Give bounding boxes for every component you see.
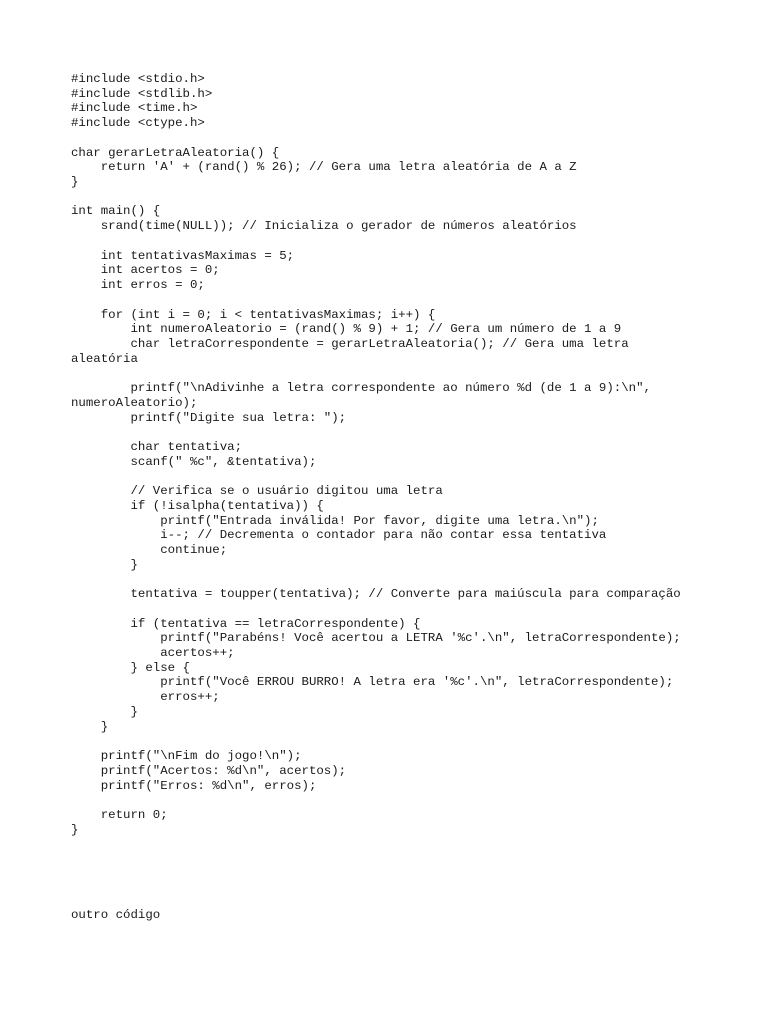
code-line: numeroAleatorio);: [71, 395, 198, 410]
code-line: return 'A' + (rand() % 26); // Gera uma letra aleatória de A a Z: [71, 160, 577, 175]
code-line: [71, 734, 681, 749]
code-line: [71, 602, 681, 617]
code-line: [71, 190, 681, 205]
code-line: int erros = 0;: [71, 278, 205, 293]
code-line: char letraCorrespondente = gerarLetraAleatoria(); // Gera uma letra: [71, 336, 629, 351]
code-line: continue;: [71, 543, 228, 557]
code-line: }: [71, 557, 138, 572]
code-line: printf("Você ERROU BURRO! A letra era '%c'.\n", letraCorrespondente);: [71, 675, 674, 690]
code-line: // Verifica se o usuário digitou uma letra: [71, 484, 443, 499]
code-line: #include <stdio.h>: [71, 72, 205, 86]
code-line: for (int i = 0; i < tentativasMaximas; i++) {: [71, 307, 436, 322]
code-line: [71, 131, 681, 146]
code-line: int acertos = 0;: [71, 263, 220, 278]
code-line: int tentativasMaximas = 5;: [71, 248, 295, 263]
code-line: }: [71, 704, 138, 719]
code-line: [71, 366, 681, 381]
code-line: } else {: [71, 660, 190, 675]
code-line: acertos++;: [71, 646, 235, 661]
code-line: int numeroAleatorio = (rand() % 9) + 1; // Gera um número de 1 a 9: [71, 322, 622, 337]
code-line: #include <ctype.h>: [71, 116, 205, 131]
code-line: [71, 572, 681, 587]
code-line: [71, 293, 681, 308]
code-line: char tentativa;: [71, 439, 243, 454]
code-line: scanf(" %c", &tentativa);: [71, 454, 317, 469]
code-line: printf("Erros: %d\n", erros);: [71, 778, 317, 793]
code-line: printf("\nFim do jogo!\n");: [71, 749, 302, 764]
code-line: [71, 234, 681, 249]
code-line: #include <stdlib.h>: [71, 86, 213, 101]
code-line: printf("Parabéns! Você acertou a LETRA '%c'.\n", letraCorrespondente);: [71, 631, 681, 646]
code-line: if (!isalpha(tentativa)) {: [71, 498, 324, 513]
code-line: printf("Digite sua letra: ");: [71, 410, 347, 425]
code-line: }: [71, 719, 109, 734]
code-line: int main() {: [71, 204, 161, 219]
code-line: tentativa = toupper(tentativa); // Converte para maiúscula para comparação: [71, 587, 681, 602]
code-line: printf("Acertos: %d\n", acertos);: [71, 763, 347, 778]
code-line: #include <time.h>: [71, 101, 198, 116]
footer-text: outro código: [71, 908, 161, 922]
code-line: printf("\nAdivinhe a letra correspondente ao número %d (de 1 a 9):\n",: [71, 381, 651, 396]
code-line: }: [71, 822, 79, 837]
code-line: srand(time(NULL)); // Inicializa o gerador de números aleatórios: [71, 219, 577, 234]
code-line: aleatória: [71, 351, 138, 366]
code-line: if (tentativa == letraCorrespondente) {: [71, 616, 421, 631]
code-line: [71, 793, 681, 808]
code-line: erros++;: [71, 690, 220, 705]
code-line: }: [71, 175, 79, 190]
code-line: [71, 469, 681, 484]
code-line: i--; // Decrementa o contador para não contar essa tentativa: [71, 528, 607, 543]
code-line: [71, 425, 681, 440]
code-line: return 0;: [71, 807, 168, 822]
code-line: printf("Entrada inválida! Por favor, digite uma letra.\n");: [71, 513, 599, 528]
code-line: char gerarLetraAleatoria() {: [71, 145, 280, 160]
code-block: [71, 72, 681, 837]
